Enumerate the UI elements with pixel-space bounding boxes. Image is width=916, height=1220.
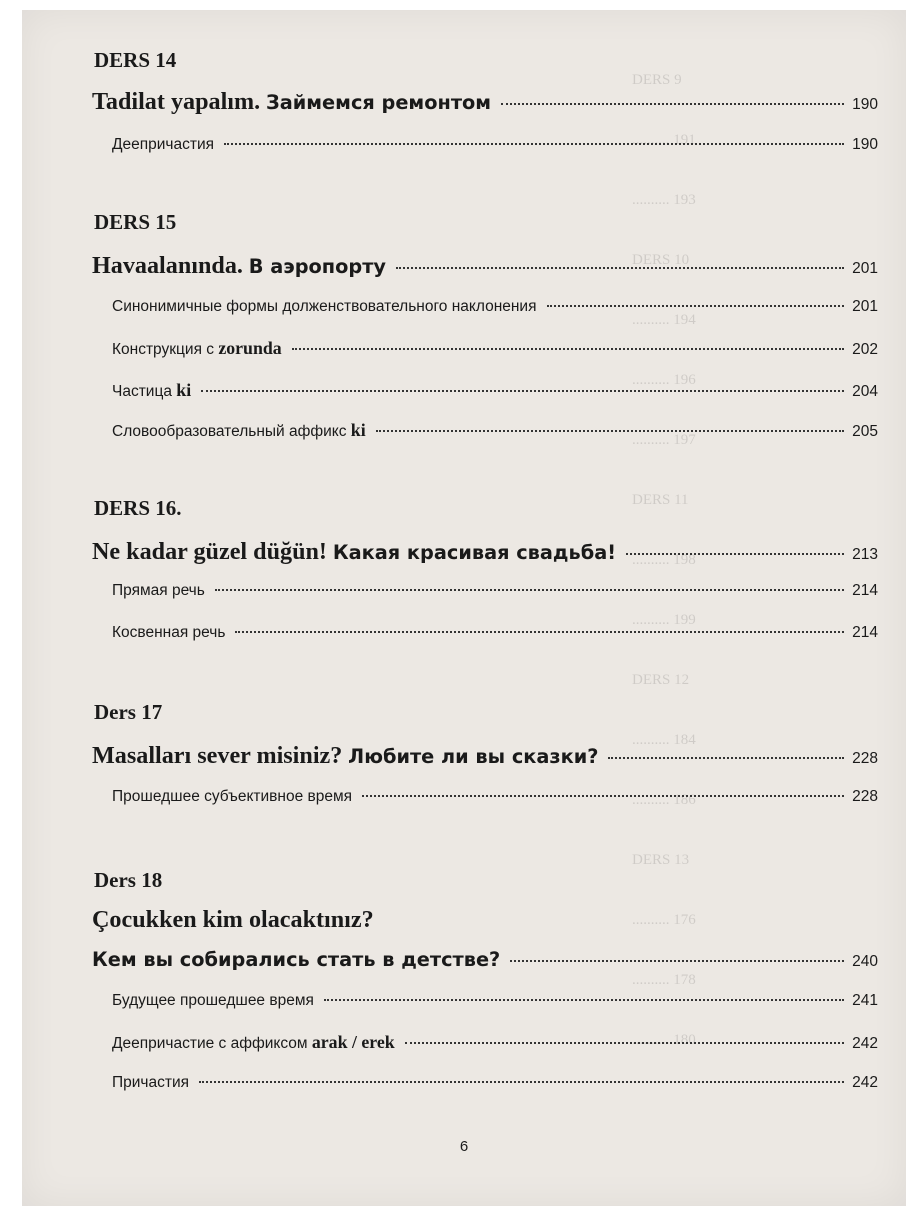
lesson-heading-14: DERS 14 bbox=[94, 48, 177, 72]
page-number: 190 bbox=[852, 96, 878, 113]
page-number: 228 bbox=[852, 750, 878, 767]
page-number: 201 bbox=[852, 298, 878, 315]
subentry-title-turkish: ki bbox=[350, 420, 366, 440]
entry-title-russian: Любите ли вы сказки? bbox=[348, 745, 599, 768]
entry-title-turkish: Ne kadar güzel düğün! bbox=[92, 538, 327, 565]
page-number: 214 bbox=[852, 624, 878, 641]
toc-subentry[interactable] bbox=[92, 136, 878, 154]
page-number: 204 bbox=[852, 383, 878, 400]
dot-leader bbox=[235, 631, 844, 633]
dot-leader bbox=[362, 795, 844, 797]
dot-leader bbox=[405, 1042, 844, 1044]
toc-entry-lesson-16[interactable] bbox=[92, 538, 878, 566]
toc-subentry[interactable] bbox=[92, 338, 878, 359]
subentry-title-turkish: zorunda bbox=[218, 338, 282, 358]
dot-leader bbox=[215, 589, 844, 591]
page-number: 228 bbox=[852, 788, 878, 805]
toc-subentry[interactable] bbox=[92, 380, 878, 401]
dot-leader bbox=[626, 553, 844, 555]
subentry-title: Конструкция с bbox=[112, 341, 215, 358]
dot-leader bbox=[547, 305, 845, 307]
toc-entry-lesson-18[interactable] bbox=[92, 948, 878, 972]
subentry-title: Словообразовательный аффикс bbox=[112, 423, 347, 440]
subentry-title-turkish: ki bbox=[176, 380, 192, 400]
subentry-title: Причастия bbox=[112, 1074, 190, 1091]
dot-leader bbox=[376, 430, 844, 432]
book-page bbox=[22, 10, 906, 1206]
subentry-title: Деепричастия bbox=[112, 136, 215, 153]
toc-subentry[interactable] bbox=[92, 1074, 878, 1092]
entry-title-russian: Кем вы собирались стать в детстве? bbox=[92, 948, 501, 971]
toc-subentry[interactable] bbox=[92, 788, 878, 806]
toc-subentry[interactable] bbox=[92, 420, 878, 441]
dot-leader bbox=[224, 143, 844, 145]
page-footer-number: 6 bbox=[459, 1138, 469, 1155]
subentry-title: Синонимичные формы долженствовательного наклонения bbox=[112, 298, 537, 315]
subentry-title: Будущее прошедшее время bbox=[112, 992, 314, 1009]
toc-subentry[interactable] bbox=[92, 992, 878, 1010]
entry-title-russian: В аэропорту bbox=[248, 255, 387, 278]
dot-leader bbox=[199, 1081, 844, 1083]
entry-title-russian: Какая красивая свадьба! bbox=[332, 541, 617, 564]
page-number: 240 bbox=[852, 953, 878, 970]
subentry-title-turkish: arak / erek bbox=[311, 1032, 395, 1052]
dot-leader bbox=[201, 390, 844, 392]
page-number: 242 bbox=[852, 1035, 878, 1052]
page-number: 205 bbox=[852, 423, 878, 440]
toc-entry-lesson-17[interactable] bbox=[92, 742, 878, 770]
page-number: 201 bbox=[852, 260, 878, 277]
entry-title-turkish: Çocukken kim olacaktınız? bbox=[92, 906, 374, 933]
toc-subentry[interactable] bbox=[92, 582, 878, 600]
toc-subentry[interactable] bbox=[92, 624, 878, 642]
entry-title-turkish: Masalları sever misiniz? bbox=[92, 742, 343, 769]
entry-title-turkish: Tadilat yapalım. bbox=[92, 88, 261, 115]
dot-leader bbox=[501, 103, 844, 105]
toc-entry-lesson-14[interactable] bbox=[92, 88, 878, 116]
lesson-heading-17: Ders 17 bbox=[94, 700, 163, 724]
page-number: 190 bbox=[852, 136, 878, 153]
lesson-heading-18: Ders 18 bbox=[94, 868, 163, 892]
entry-title-russian: Займемся ремонтом bbox=[265, 91, 492, 114]
entry-title-turkish: Havaalanında. bbox=[92, 252, 243, 279]
dot-leader bbox=[292, 348, 844, 350]
dot-leader bbox=[608, 757, 844, 759]
subentry-title: Частица bbox=[112, 383, 172, 400]
dot-leader bbox=[324, 999, 844, 1001]
lesson-heading-15: DERS 15 bbox=[94, 210, 177, 234]
dot-leader bbox=[510, 960, 844, 962]
toc-subentry[interactable] bbox=[92, 298, 878, 316]
dot-leader bbox=[396, 267, 844, 269]
toc-subentry[interactable] bbox=[92, 1032, 878, 1053]
page-number: 242 bbox=[852, 1074, 878, 1091]
subentry-title: Косвенная речь bbox=[112, 624, 226, 641]
toc-entry-lesson-15[interactable] bbox=[92, 252, 878, 280]
page-number: 213 bbox=[852, 546, 878, 563]
subentry-title: Прямая речь bbox=[112, 582, 205, 599]
page-number: 214 bbox=[852, 582, 878, 599]
lesson-heading-16: DERS 16. bbox=[94, 496, 182, 520]
entry-title-turkish-line bbox=[92, 906, 878, 934]
subentry-title: Деепричастие с аффиксом bbox=[112, 1035, 308, 1052]
bleed-through-text: DERS 9 .......... 191 .......... 193 DERS 10 .......... 194 .......... 196 .......... 197 DERS 11 .......... 198 .......... 199 DERS 12 .......... 184 .......... 186 DERS 13 .......... 176 .......... 178 .......... 180 bbox=[632, 72, 696, 1048]
page-number: 241 bbox=[852, 992, 878, 1009]
subentry-title: Прошедшее субъективное время bbox=[112, 788, 353, 805]
page-number: 202 bbox=[852, 341, 878, 358]
